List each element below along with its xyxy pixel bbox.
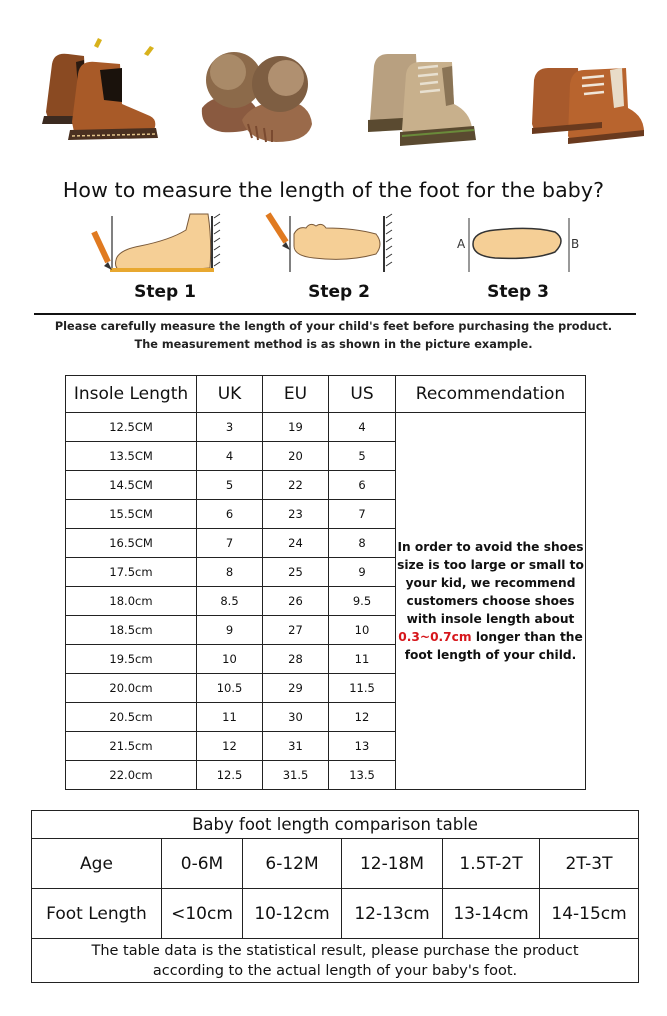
uk-cell: 5: [197, 471, 263, 500]
foot-length-cell: 12-13cm: [342, 889, 443, 939]
uk-cell: 7: [197, 529, 263, 558]
foot-length-table: [31, 810, 639, 983]
us-cell: 9: [329, 558, 396, 587]
insole-length-cell: 17.5cm: [66, 558, 197, 587]
brown-chelsea-boot-icon: [24, 24, 174, 162]
table-row: [66, 413, 586, 442]
fur-pompom-moccasin-icon: [182, 24, 332, 162]
header-us: US: [329, 376, 396, 413]
us-cell: 10: [329, 616, 396, 645]
insole-length-cell: 22.0cm: [66, 761, 197, 790]
eu-cell: 31: [263, 732, 329, 761]
eu-cell: 23: [263, 500, 329, 529]
us-cell: 6: [329, 471, 396, 500]
step-2: [264, 210, 414, 306]
foot-length-cell: 13-14cm: [443, 889, 540, 939]
recommendation-highlight: 0.3~0.7cm: [398, 630, 472, 644]
mark-b: B: [571, 237, 580, 251]
insole-length-cell: 14.5CM: [66, 471, 197, 500]
recommendation-cell: [396, 413, 586, 790]
insole-length-cell: 18.5cm: [66, 616, 197, 645]
product-photo-row: [24, 24, 644, 162]
insole-length-cell: 19.5cm: [66, 645, 197, 674]
footer-line-1: The table data is the statistical result, please purchase the product: [91, 942, 579, 959]
uk-cell: 6: [197, 500, 263, 529]
us-cell: 4: [329, 413, 396, 442]
insole-length-cell: 20.0cm: [66, 674, 197, 703]
foot-length-row: [32, 889, 639, 939]
eu-cell: 28: [263, 645, 329, 674]
step-label: Step 3: [487, 282, 549, 302]
uk-cell: 12.5: [197, 761, 263, 790]
age-cell: 2T-3T: [540, 839, 639, 889]
us-cell: 7: [329, 500, 396, 529]
age-label: Age: [32, 839, 162, 889]
insole-length-cell: 20.5cm: [66, 703, 197, 732]
age-cell: 0-6M: [162, 839, 243, 889]
foot-table-title: Baby foot length comparison table: [32, 811, 639, 839]
eu-cell: 27: [263, 616, 329, 645]
uk-cell: 9: [197, 616, 263, 645]
recommendation-text: In order to avoid the shoes size is too large or small to your kid, we recommend customers choose shoes with insole length about: [397, 540, 584, 626]
uk-cell: 11: [197, 703, 263, 732]
header-recommendation: Recommendation: [396, 376, 586, 413]
mark-a: A: [457, 237, 466, 251]
eu-cell: 22: [263, 471, 329, 500]
step-label: Step 1: [134, 282, 196, 302]
uk-cell: 3: [197, 413, 263, 442]
us-cell: 13.5: [329, 761, 396, 790]
size-chart-table: [65, 375, 586, 790]
age-cell: 12-18M: [342, 839, 443, 889]
uk-cell: 8.5: [197, 587, 263, 616]
divider: [34, 313, 636, 315]
us-cell: 11: [329, 645, 396, 674]
eu-cell: 30: [263, 703, 329, 732]
insole-length-cell: 16.5CM: [66, 529, 197, 558]
header-uk: UK: [197, 376, 263, 413]
uk-cell: 4: [197, 442, 263, 471]
foot-length-cell: <10cm: [162, 889, 243, 939]
us-cell: 12: [329, 703, 396, 732]
insole-length-cell: 15.5CM: [66, 500, 197, 529]
page-title: How to measure the length of the foot for the baby?: [62, 178, 605, 202]
insole-length-cell: 12.5CM: [66, 413, 197, 442]
age-row: [32, 839, 639, 889]
step-3: [443, 210, 593, 306]
us-cell: 11.5: [329, 674, 396, 703]
insole-length-cell: 21.5cm: [66, 732, 197, 761]
insole-length-cell: 13.5CM: [66, 442, 197, 471]
instruction-line-2: The measurement method is as shown in the picture example.: [134, 338, 533, 351]
foot-table-footer: [32, 939, 639, 983]
us-cell: 13: [329, 732, 396, 761]
foot-top-measure-icon: [264, 210, 414, 278]
eu-cell: 24: [263, 529, 329, 558]
beige-lace-up-boot-icon: [342, 24, 492, 162]
uk-cell: 10.5: [197, 674, 263, 703]
insole-length-cell: 18.0cm: [66, 587, 197, 616]
uk-cell: 12: [197, 732, 263, 761]
age-cell: 6-12M: [243, 839, 342, 889]
age-cell: 1.5T-2T: [443, 839, 540, 889]
brown-leather-lace-boot-icon: [498, 24, 648, 162]
foot-length-cell: 10-12cm: [243, 889, 342, 939]
us-cell: 9.5: [329, 587, 396, 616]
eu-cell: 31.5: [263, 761, 329, 790]
header-insole-length: Insole Length: [66, 376, 197, 413]
step-1: [90, 210, 240, 306]
eu-cell: 20: [263, 442, 329, 471]
uk-cell: 8: [197, 558, 263, 587]
recommendation-text-end: longer than the foot length of your child.: [404, 630, 583, 662]
foot-side-measure-icon: [90, 210, 240, 278]
us-cell: 8: [329, 529, 396, 558]
insole-outline-icon: [443, 210, 593, 278]
instruction-line-1: Please carefully measure the length of your child's feet before purchasing the product.: [54, 320, 613, 333]
footer-line-2: according to the actual length of your baby's foot.: [152, 962, 518, 979]
foot-length-label: Foot Length: [32, 889, 162, 939]
eu-cell: 25: [263, 558, 329, 587]
us-cell: 5: [329, 442, 396, 471]
eu-cell: 19: [263, 413, 329, 442]
step-label: Step 2: [308, 282, 370, 302]
eu-cell: 26: [263, 587, 329, 616]
foot-length-cell: 14-15cm: [540, 889, 639, 939]
header-eu: EU: [263, 376, 329, 413]
eu-cell: 29: [263, 674, 329, 703]
size-header-row: [66, 376, 586, 413]
uk-cell: 10: [197, 645, 263, 674]
